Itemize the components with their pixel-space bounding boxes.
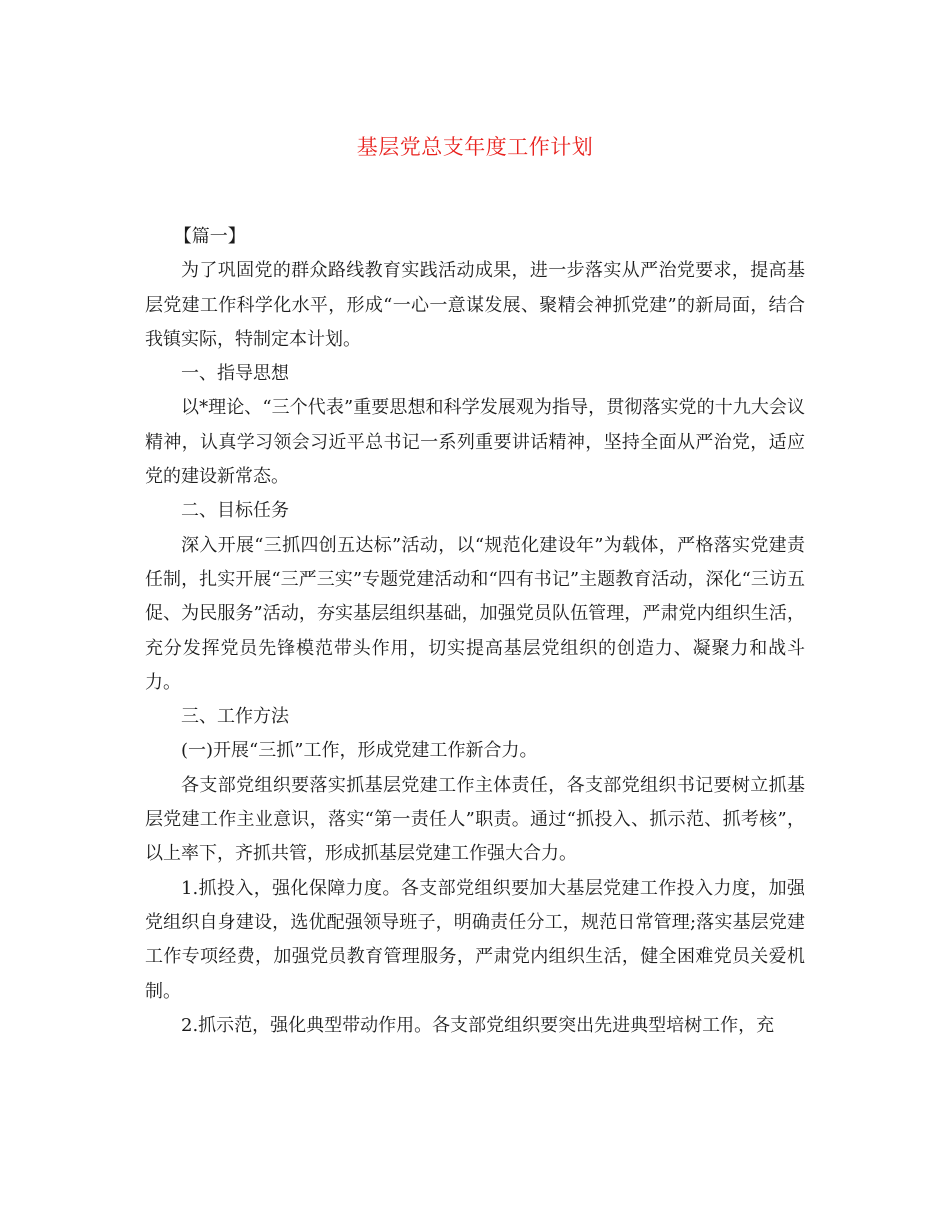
document-body <box>145 220 805 1043</box>
paragraph-investment: 1.抓投入，强化保障力度。各支部党组织要加大基层党建工作投入力度，加强党组织自身建设，选优配强领导班子，明确责任分工，规范日常管理;落实基层党建工作专项经费，加强党员教育管理服务，严肃党内组织生活，健全困难党员关爱机制。 <box>145 877 805 1002</box>
heading-work-methods: 三、工作方法 <box>181 706 289 728</box>
subheading-three-grasps: (一)开展“三抓”工作，形成党建工作新合力。 <box>181 740 538 762</box>
document-title: 基层党总支年度工作计划 <box>356 135 594 159</box>
paragraph-demonstration: 2.抓示范，强化典型带动作用。各支部党组织要突出先进典型培树工作，充 <box>181 1014 775 1036</box>
paragraph-guiding-ideology: 以*理论、“三个代表”重要思想和科学发展观为指导，贯彻落实党的十九大会议精神，认真学习领会习近平总书记一系列重要讲话精神，坚持全面从严治党，适应党的建设新常态。 <box>145 397 805 488</box>
paragraph-three-grasps: 各支部党组织要落实抓基层党建工作主体责任，各支部党组织书记要树立抓基层党建工作主业意识，落实“第一责任人”职责。通过“抓投入、抓示范、抓考核”，以上率下，齐抓共管，形成抓基层党建工作强大合力。 <box>145 774 805 865</box>
intro-paragraph: 为了巩固党的群众路线教育实践活动成果，进一步落实从严治党要求，提高基层党建工作科学化水平，形成“一心一意谋发展、聚精会神抓党建”的新局面，结合我镇实际，特制定本计划。 <box>145 260 805 350</box>
heading-guiding-ideology: 一、指导思想 <box>181 363 289 385</box>
paragraph-goals-tasks: 深入开展“三抓四创五达标”活动，以“规范化建设年”为载体，严格落实党建责任制，扎实开展“三严三实”专题党建活动和“四有书记”主题教育活动，深化“三访五促、为民服务”活动，夯实基层组织基础，加强党员队伍管理，严肃党内组织生活，充分发挥党员先锋模范带头作用，切实提高基层党组织的创造力、凝聚力和战斗力。 <box>145 534 805 693</box>
section-tag: 【篇一】 <box>173 226 246 247</box>
heading-goals-tasks: 二、目标任务 <box>181 500 289 522</box>
